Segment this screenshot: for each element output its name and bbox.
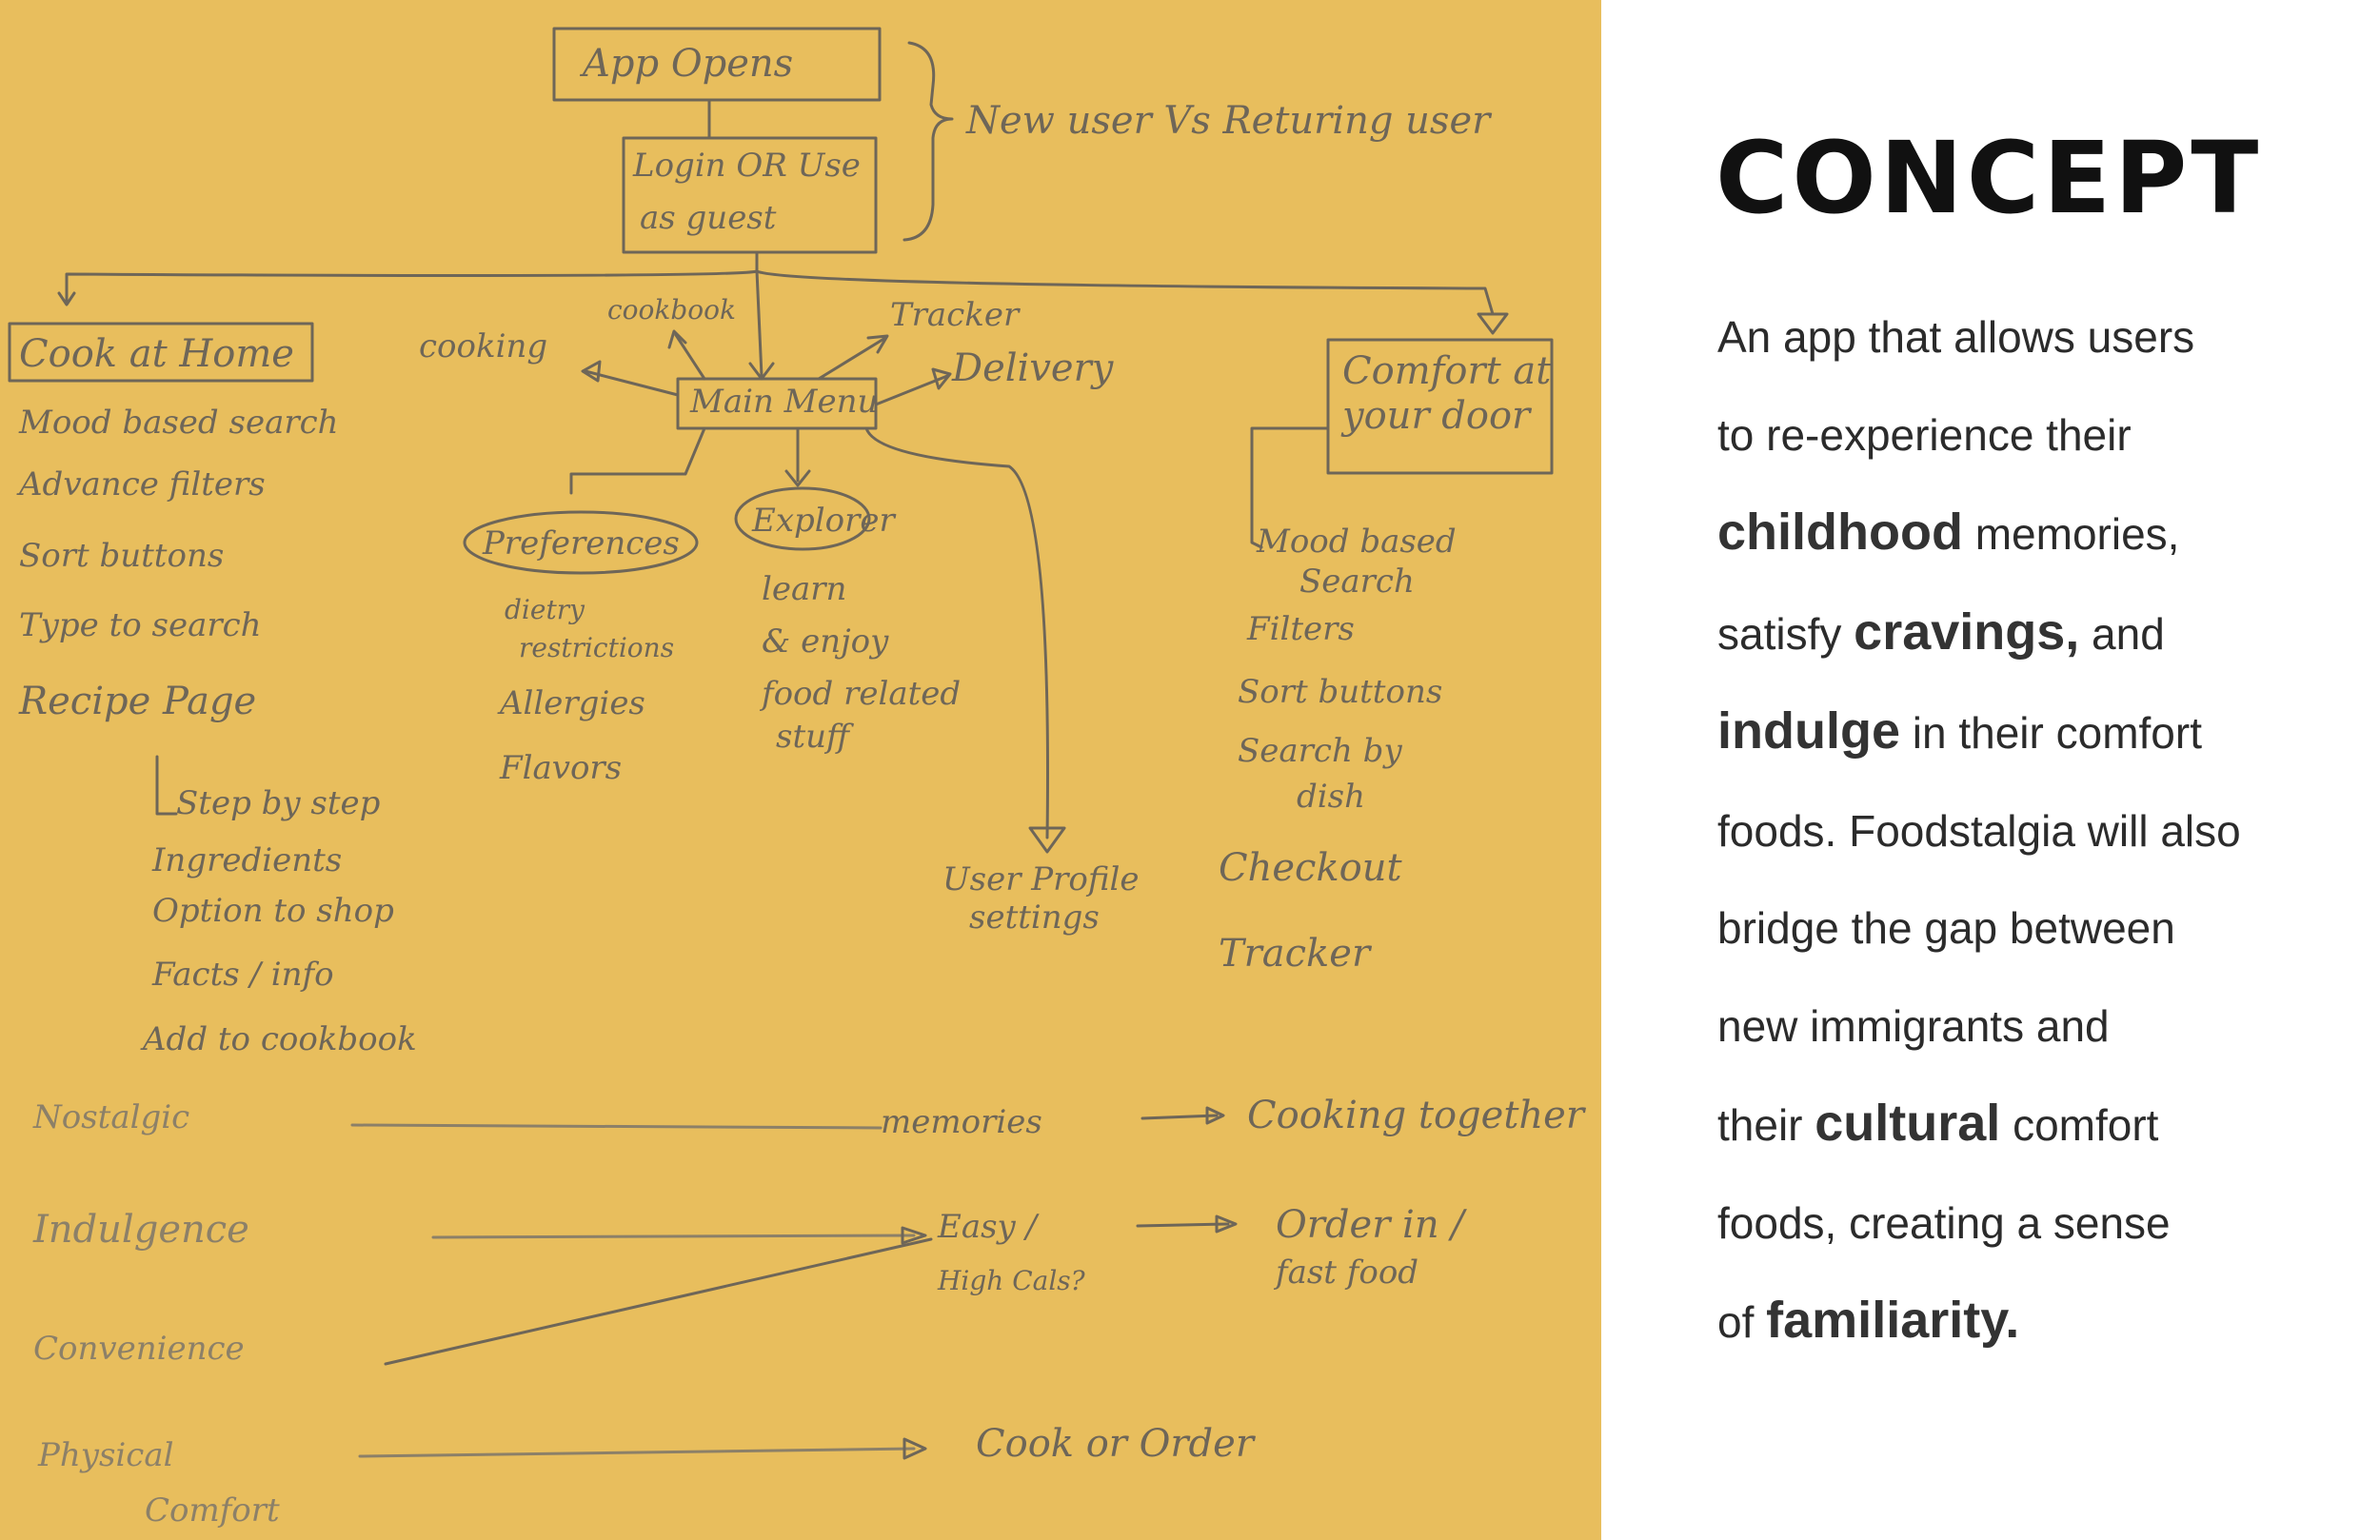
concept-text: memories, <box>1962 509 2180 559</box>
cooking-together-label: Cooking together <box>1247 1094 1584 1137</box>
concept-line <box>1717 288 2346 386</box>
concept-panel <box>1601 0 2380 1540</box>
concept-text: to re-experience their <box>1717 409 2132 460</box>
new-vs-returning-label: New user Vs Returing user <box>966 99 1491 143</box>
concept-text: comfort <box>2000 1100 2159 1150</box>
concept-line <box>1717 1175 2346 1273</box>
concept-line <box>1717 1075 2346 1175</box>
recipe-item-2: Ingredients <box>152 841 343 879</box>
preferences-label: Preferences <box>483 524 680 563</box>
concept-text: foods, creating a sense <box>1717 1197 2171 1248</box>
cook-item-1: Mood based search <box>19 404 339 442</box>
comfort-item-7: Checkout <box>1219 846 1402 890</box>
comfort-item-6: dish <box>1297 778 1365 816</box>
memories-label: memories <box>881 1103 1042 1141</box>
concept-emphasis: childhood <box>1717 503 1963 561</box>
concept-emphasis: indulge <box>1717 702 1900 760</box>
pref-item-2: restrictions <box>519 632 675 663</box>
concept-text: foods. Foodstalgia will also <box>1717 805 2241 856</box>
easy-label: Easy / <box>938 1208 1038 1246</box>
concept-description <box>1717 288 2346 1372</box>
concept-line <box>1717 682 2346 782</box>
brace <box>904 43 952 240</box>
cook-at-home-label: Cook at Home <box>19 332 294 376</box>
concept-line <box>1717 879 2346 977</box>
concept-line <box>1717 583 2346 683</box>
comfort-item-3: Filters <box>1247 610 1355 648</box>
delivery-label: Delivery <box>952 346 1114 390</box>
concept-title: CONCEPT <box>1716 120 2263 236</box>
cook-item-3: Sort buttons <box>19 537 225 575</box>
comfort-item-5: Search by <box>1238 732 1402 770</box>
pref-item-3: Allergies <box>500 684 645 722</box>
concept-text: of <box>1717 1297 1767 1347</box>
concept-line <box>1717 782 2346 880</box>
cooking-label: cooking <box>419 327 548 365</box>
explorer-item-1: learn <box>762 570 847 608</box>
concept-text: in their comfort <box>1899 708 2202 758</box>
concept-emphasis: familiarity. <box>1766 1292 2020 1349</box>
cook-item-2: Advance filters <box>19 465 266 503</box>
concept-text: and <box>2079 608 2165 659</box>
nostalgic-label: Nostalgic <box>33 1098 190 1136</box>
concept-line <box>1717 977 2346 1076</box>
explorer-item-2: & enjoy <box>762 622 889 661</box>
login-label-1: Login OR Use <box>633 147 861 185</box>
concept-emphasis: cravings, <box>1854 602 2080 661</box>
comfort-door-label-2: your door <box>1342 394 1531 438</box>
recipe-item-3: Option to shop <box>152 892 394 930</box>
indulgence-label: Indulgence <box>33 1208 249 1252</box>
concept-text: satisfy <box>1717 608 1854 659</box>
pref-item-4: Flavors <box>500 749 623 787</box>
recipe-item-4: Facts / info <box>152 956 334 994</box>
high-cals-label: High Cals? <box>938 1265 1085 1296</box>
login-label-2: as guest <box>640 199 777 237</box>
user-profile-label-2: settings <box>969 898 1100 937</box>
concept-text: their <box>1717 1100 1815 1150</box>
comfort-item-2: Search <box>1299 563 1415 601</box>
order-in-label: Order in / <box>1276 1203 1464 1247</box>
tracker-top-label: Tracker <box>890 296 1020 334</box>
concept-emphasis: cultural <box>1815 1095 2001 1152</box>
explorer-item-3: food related <box>762 675 962 713</box>
convenience-label: Convenience <box>33 1330 245 1368</box>
user-profile-label-1: User Profile <box>942 860 1140 898</box>
fast-food-label: fast food <box>1276 1254 1419 1292</box>
comfort-item-8: Tracker <box>1219 932 1371 976</box>
concept-line <box>1717 484 2346 583</box>
comfort-door-label-1: Comfort at <box>1342 349 1552 393</box>
pref-item-1: dietry <box>505 594 585 625</box>
concept-text: bridge the gap between <box>1717 903 2175 953</box>
main-menu-label: Main Menu <box>690 383 879 421</box>
recipe-item-1: Step by step <box>176 784 381 822</box>
explorer-item-4: stuff <box>776 718 850 756</box>
cookbook-label: cookbook <box>607 294 736 326</box>
concept-line <box>1717 386 2346 484</box>
cook-item-4: Type to search <box>19 606 262 644</box>
concept-text: An app that allows users <box>1717 312 2195 362</box>
explorer-label: Explorer <box>752 502 895 540</box>
recipe-item-5: Add to cookbook <box>143 1020 417 1058</box>
comfort-item-1: Mood based <box>1257 523 1457 561</box>
cook-or-order-label: Cook or Order <box>976 1422 1254 1466</box>
comfort-label: Comfort <box>145 1491 280 1530</box>
concept-text: new immigrants and <box>1717 1000 2110 1051</box>
app-opens-label: App Opens <box>583 42 794 86</box>
physical-label: Physical <box>38 1436 174 1474</box>
cook-item-5: Recipe Page <box>19 680 257 723</box>
comfort-item-4: Sort buttons <box>1238 673 1443 711</box>
concept-line <box>1717 1272 2346 1372</box>
